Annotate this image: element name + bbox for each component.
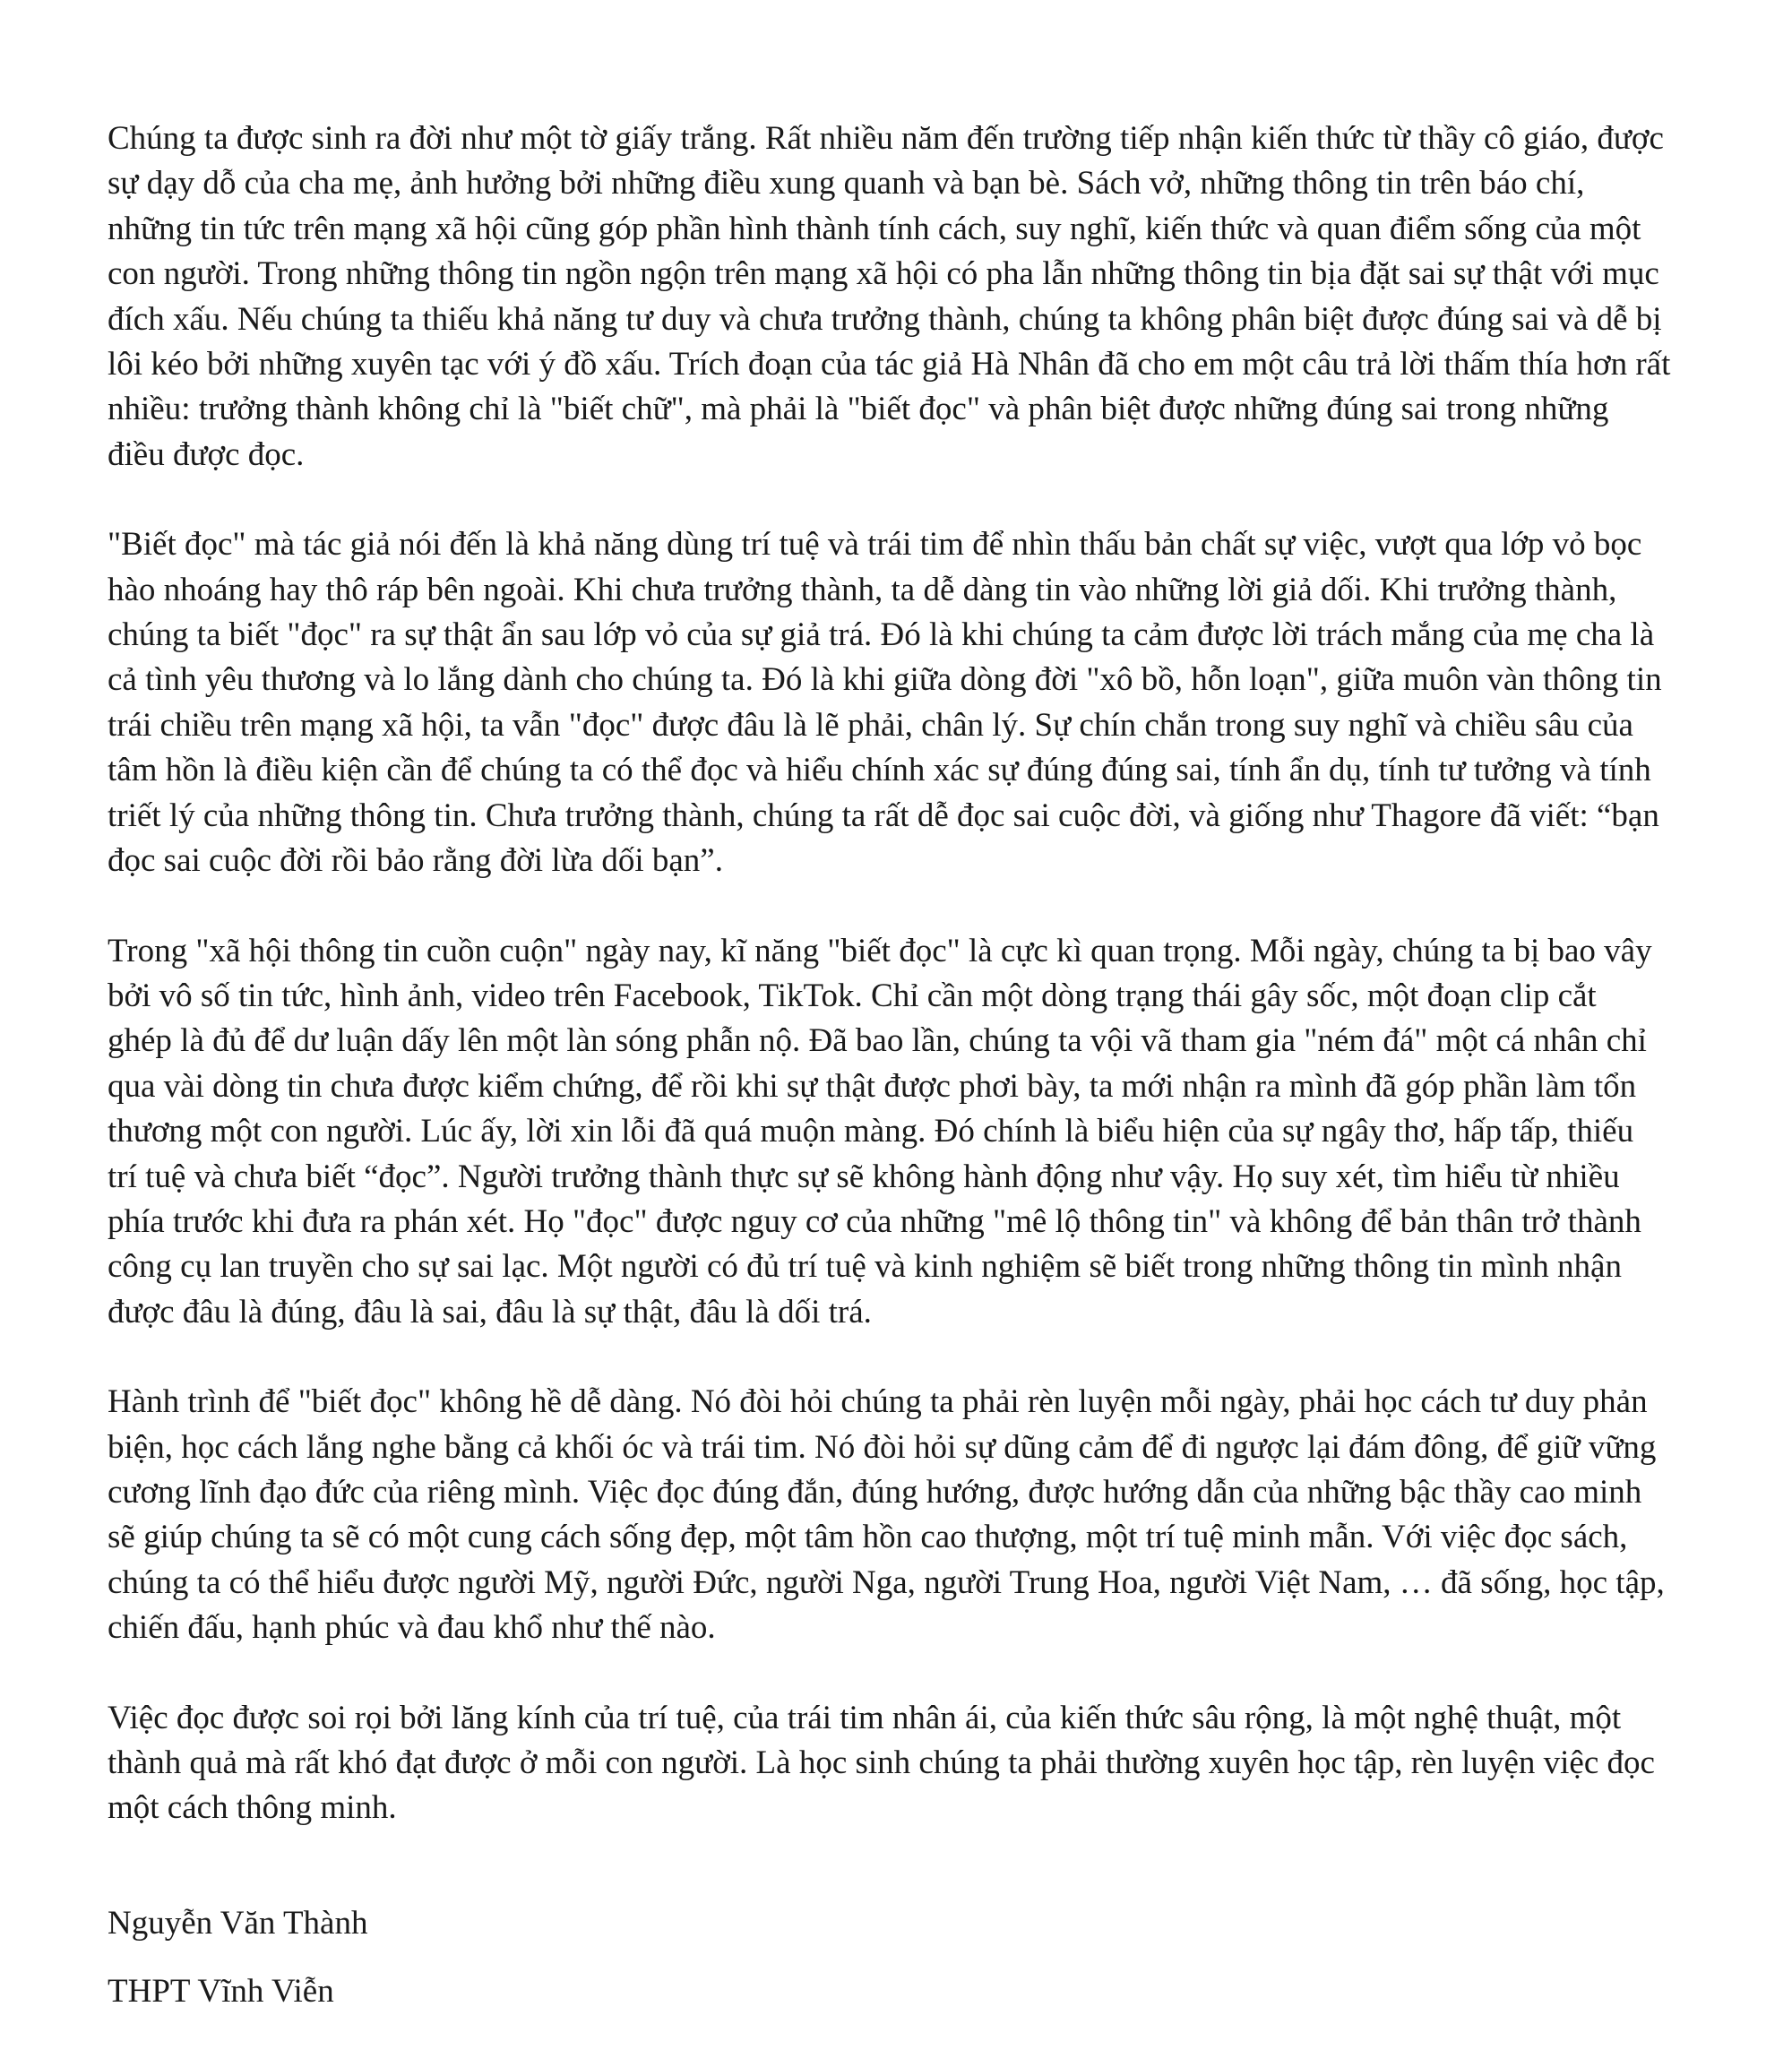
paragraph-line: đọc sai cuộc đời rồi bảo rằng đời lừa dối bạn”. bbox=[108, 842, 723, 880]
paragraph-line: phía trước khi đưa ra phán xét. Họ "đọc" được nguy cơ của những "mê lộ thông tin" và không để bản thân trở thành bbox=[108, 1202, 1641, 1240]
paragraph-line: những tin tức trên mạng xã hội cũng góp phần hình thành tính cách, suy nghĩ, kiến thức và quan điểm sống của một bbox=[108, 210, 1641, 247]
paragraph-line: hào nhoáng hay thô ráp bên ngoài. Khi chưa trưởng thành, ta dễ dàng tin vào những lời giả dối. Khi trưởng thành, bbox=[108, 571, 1617, 608]
paragraph-2 bbox=[108, 522, 1747, 883]
paragraph-line: bởi vô số tin tức, hình ảnh, video trên Facebook, TikTok. Chỉ cần một dòng trạng thái gây sốc, một đoạn clip cắt bbox=[108, 977, 1597, 1014]
paragraph-line: tâm hồn là điều kiện cần để chúng ta có thể đọc và hiểu chính xác sự đúng đúng sai, tính ẩn dụ, tính tư tưởng và tính bbox=[108, 752, 1651, 789]
paragraph-line: lôi kéo bởi những xuyên tạc với ý đồ xấu. Trích đoạn của tác giả Hà Nhân đã cho em một câu trả lời thấm thía hơn rất bbox=[108, 346, 1671, 383]
paragraph-line: trái chiều trên mạng xã hội, ta vẫn "đọc" được đâu là lẽ phải, chân lý. Sự chín chắn trong suy nghĩ và chiều sâu của bbox=[108, 706, 1633, 744]
paragraph-line: ghép là đủ để dư luận dấy lên một làn sóng phẫn nộ. Đã bao lần, chúng ta vội vã tham gia "ném đá" một cá nhân chỉ bbox=[108, 1022, 1647, 1060]
paragraph-line: sẽ giúp chúng ta sẽ có một cung cách sống đẹp, một tâm hồn cao thượng, một trí tuệ minh mẫn. Với việc đọc sách, bbox=[108, 1519, 1628, 1556]
paragraph-line: chúng ta biết "đọc" ra sự thật ẩn sau lớp vỏ của sự giả trá. Đó là khi chúng ta cảm được lời trách mắng của mẹ cha là bbox=[108, 616, 1655, 654]
paragraph-line: Việc đọc được soi rọi bởi lăng kính của trí tuệ, của trái tim nhân ái, của kiến thức sâu rộng, là một nghệ thuật, một bbox=[108, 1699, 1622, 1736]
signature-block bbox=[108, 1901, 367, 2037]
paragraph-line: sự dạy dỗ của cha mẹ, ảnh hưởng bởi những điều xung quanh và bạn bè. Sách vở, những thông tin trên báo chí, bbox=[108, 165, 1585, 202]
paragraph-line: Trong "xã hội thông tin cuồn cuộn" ngày nay, kĩ năng "biết đọc" là cực kì quan trọng. Mỗi ngày, chúng ta bị bao vây bbox=[108, 932, 1652, 969]
paragraph-line: con người. Trong những thông tin ngồn ngộn trên mạng xã hội có pha lẫn những thông tin bịa đặt sai sự thật với mục bbox=[108, 255, 1659, 293]
author-name: Nguyễn Văn Thành bbox=[108, 1905, 368, 1942]
paragraph-line: thương một con người. Lúc ấy, lời xin lỗi đã quá muộn màng. Đó chính là biểu hiện của sự ngây thơ, hấp tấp, thiếu bbox=[108, 1113, 1634, 1150]
paragraph-line: nhiều: trưởng thành không chỉ là "biết chữ", mà phải là "biết đọc" và phân biệt được những đúng sai trong những bbox=[108, 391, 1609, 428]
paragraph-1 bbox=[108, 116, 1747, 478]
paragraph-3 bbox=[108, 929, 1747, 1336]
paragraph-line: cả tình yêu thương và lo lắng dành cho chúng ta. Đó là khi giữa dòng đời "xô bồ, hỗn loạn", giữa muôn vàn thông tin bbox=[108, 661, 1662, 699]
paragraph-line: công cụ lan truyền cho sự sai lạc. Một người có đủ trí tuệ và kinh nghiệm sẽ biết trong những thông tin mình nhận bbox=[108, 1248, 1622, 1286]
paragraph-line: điều được đọc. bbox=[108, 435, 305, 473]
paragraph-line: được đâu là đúng, đâu là sai, đâu là sự thật, đâu là dối trá. bbox=[108, 1293, 872, 1331]
paragraph-line: "Biết đọc" mà tác giả nói đến là khả năng dùng trí tuệ và trái tim để nhìn thấu bản chất sự việc, vượt qua lớp vỏ bọc bbox=[108, 526, 1642, 564]
paragraph-4 bbox=[108, 1380, 1747, 1650]
paragraph-line: một cách thông minh. bbox=[108, 1789, 397, 1827]
paragraph-line: chúng ta có thể hiểu được người Mỹ, người Đức, người Nga, người Trung Hoa, người Việt Nam, … đã sống, học tập, bbox=[108, 1563, 1665, 1601]
paragraph-line: chiến đấu, hạnh phúc và đau khổ như thế nào. bbox=[108, 1609, 716, 1647]
paragraph-line: biện, học cách lắng nghe bằng cả khối óc và trái tim. Nó đòi hỏi sự dũng cảm để đi ngược lại đám đông, để giữ vững bbox=[108, 1428, 1657, 1466]
paragraph-line: trí tuệ và chưa biết “đọc”. Người trưởng thành thực sự sẽ không hành động như vậy. Họ suy xét, tìm hiểu từ nhiều bbox=[108, 1158, 1620, 1195]
paragraph-line: thành quả mà rất khó đạt được ở mỗi con người. Là học sinh chúng ta phải thường xuyên học tập, rèn luyện việc đọc bbox=[108, 1744, 1655, 1781]
school-name: THPT Vĩnh Viễn bbox=[108, 1973, 334, 2010]
paragraph-line: Hành trình để "biết đọc" không hề dễ dàng. Nó đòi hỏi chúng ta phải rèn luyện mỗi ngày, phải học cách tư duy phản bbox=[108, 1383, 1648, 1421]
paragraph-line: qua vài dòng tin chưa được kiểm chứng, để rồi khi sự thật được phơi bày, ta mới nhận ra mình đã góp phần làm tổn bbox=[108, 1067, 1637, 1105]
paragraph-line: cương lĩnh đạo đức của riêng mình. Việc đọc đúng đắn, đúng hướng, được hướng dẫn của những bậc thầy cao minh bbox=[108, 1473, 1642, 1511]
paragraph-5 bbox=[108, 1696, 1747, 1831]
paragraph-line: triết lý của những thông tin. Chưa trưởng thành, chúng ta rất dễ đọc sai cuộc đời, và giống như Thagore đã viết: “bạn bbox=[108, 797, 1659, 834]
document-body bbox=[108, 116, 1747, 1876]
paragraph-line: Chúng ta được sinh ra đời như một tờ giấy trắng. Rất nhiều năm đến trường tiếp nhận kiến thức từ thầy cô giáo, được bbox=[108, 120, 1664, 157]
paragraph-line: đích xấu. Nếu chúng ta thiếu khả năng tư duy và chưa trưởng thành, chúng ta không phân biệt được đúng sai và dễ bị bbox=[108, 300, 1662, 338]
